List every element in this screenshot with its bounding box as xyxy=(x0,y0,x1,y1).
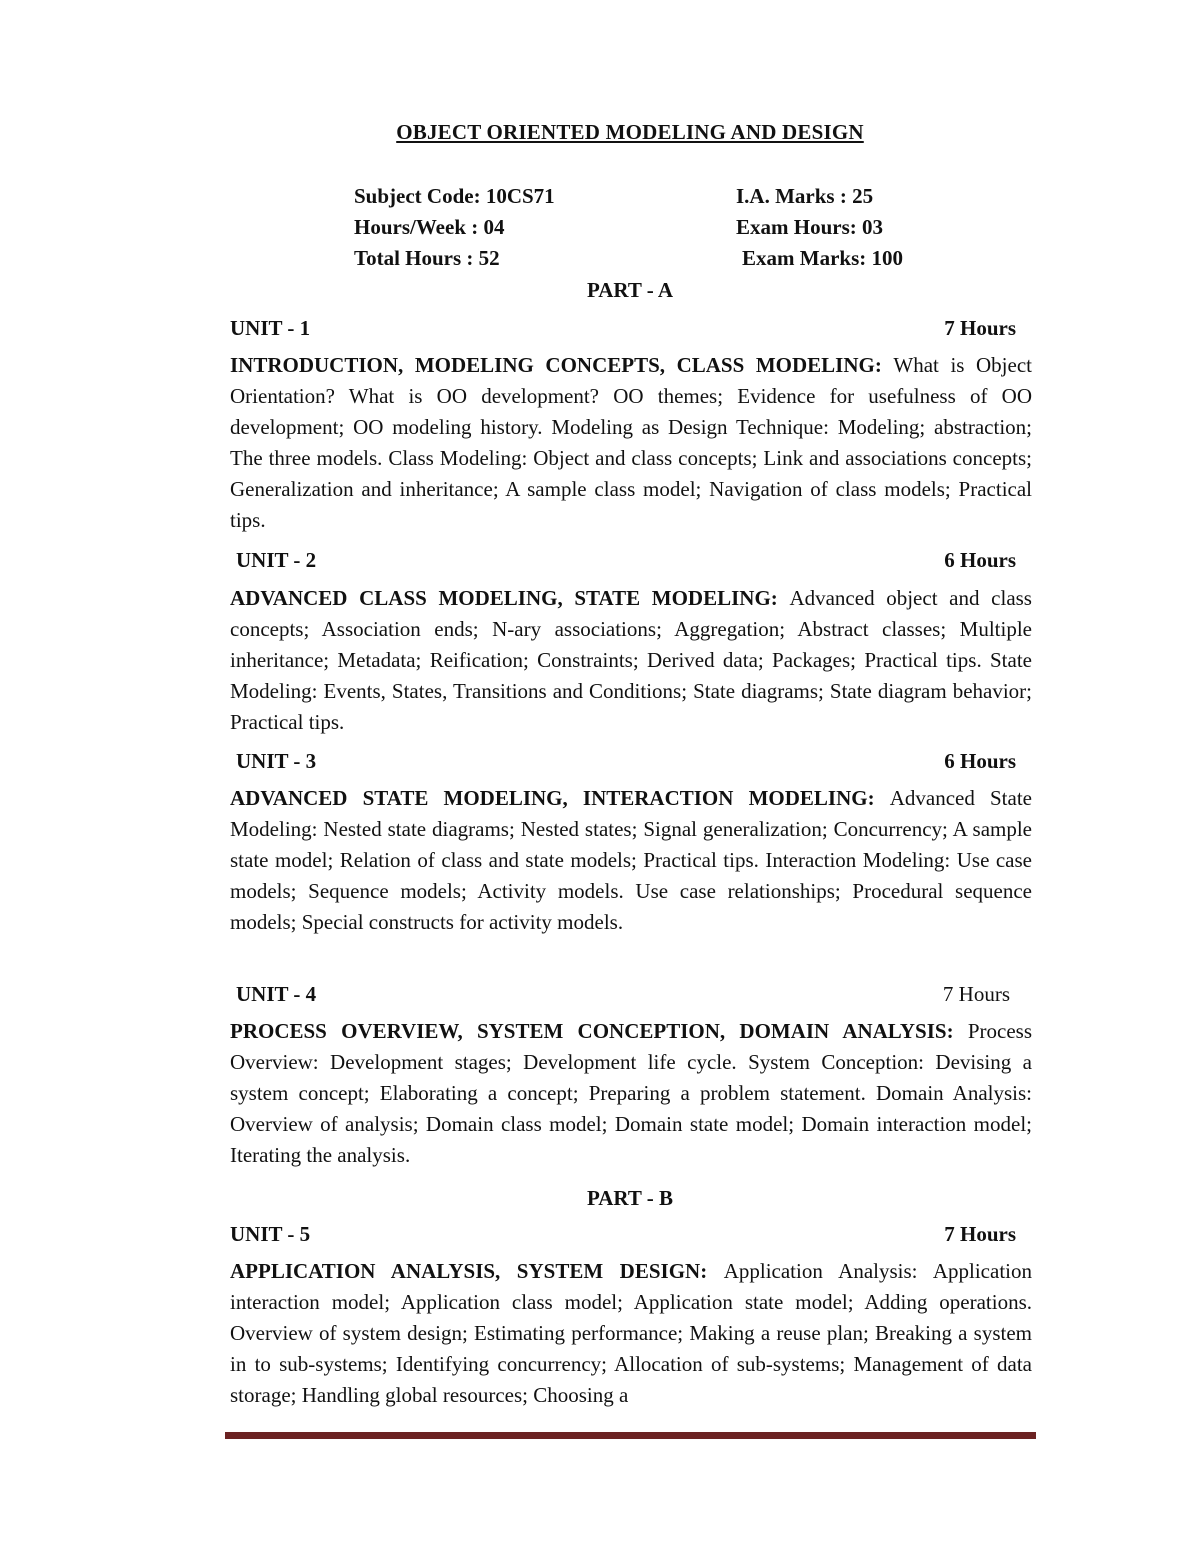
unit-2-content xyxy=(230,583,1032,738)
document-title: OBJECT ORIENTED MODELING AND DESIGN xyxy=(396,120,864,144)
ia-marks: I.A. Marks : 25 xyxy=(736,184,874,208)
unit-1-content xyxy=(230,350,1032,536)
total-hours: Total Hours : 52 xyxy=(354,246,500,270)
unit-5-text: Application Analysis: Application interaction model; Application class model; Application state model; Adding operations. Overview of system design; Estimating performance; Making a reuse plan; Breaking a system in to sub-systems; Identifying concurrency; Allocation of sub-systems; Management of data storage; Handling global resources; Choosing a xyxy=(230,1259,1032,1407)
unit-2-hours: 6 Hours xyxy=(944,548,1016,572)
unit-3-label: UNIT - 3 xyxy=(236,749,317,773)
unit-3-content xyxy=(230,783,1032,938)
unit-5-hours: 7 Hours xyxy=(944,1222,1016,1246)
unit-4-text: Process Overview: Development stages; Development life cycle. System Conception: Devising a system concept; Elaborating a concept; Preparing a problem statement. Domain Analysis: Overview of analysis; Domain class model; Domain state model; Domain interaction model; Iterating the analysis. xyxy=(230,1019,1032,1167)
unit-1-hours: 7 Hours xyxy=(944,316,1016,340)
unit-4-label: UNIT - 4 xyxy=(236,982,317,1006)
hours-per-week: Hours/Week : 04 xyxy=(354,215,505,239)
unit-2-label: UNIT - 2 xyxy=(236,548,317,572)
unit-3-text: Advanced State Modeling: Nested state diagrams; Nested states; Signal generalization; Concurrency; A sample state model; Relation of class and state models; Practical tips. Interaction Modeling: Use case models; Sequence models; Activity models. Use case relationships; Procedural sequence models; Special constructs for activity models. xyxy=(230,786,1032,934)
unit-1-label: UNIT - 1 xyxy=(230,316,311,340)
unit-5-content xyxy=(230,1256,1032,1411)
unit-4-heading: PROCESS OVERVIEW, SYSTEM CONCEPTION, DOMAIN ANALYSIS: xyxy=(230,1019,968,1043)
part-a-heading: PART - A xyxy=(587,278,673,302)
unit-2-text: Advanced object and class concepts; Association ends; N-ary associations; Aggregation; Abstract classes; Multiple inheritance; Metadata; Reification; Constraints; Derived data; Packages; Practical tips. State Modeling: Events, States, Transitions and Conditions; State diagrams; State diagram behavior; Practical tips. xyxy=(230,586,1032,734)
unit-2-heading: ADVANCED CLASS MODELING, STATE MODELING: xyxy=(230,586,790,610)
exam-hours: Exam Hours: 03 xyxy=(736,215,883,239)
subject-code: Subject Code: 10CS71 xyxy=(354,184,555,208)
unit-5-heading: APPLICATION ANALYSIS, SYSTEM DESIGN: xyxy=(230,1259,724,1283)
unit-1-heading: INTRODUCTION, MODELING CONCEPTS, CLASS MODELING: xyxy=(230,353,894,377)
exam-marks: Exam Marks: 100 xyxy=(742,246,903,270)
footer-rule xyxy=(225,1432,1036,1439)
unit-3-hours: 6 Hours xyxy=(944,749,1016,773)
unit-4-content xyxy=(230,1016,1032,1171)
unit-3-heading: ADVANCED STATE MODELING, INTERACTION MODELING: xyxy=(230,786,890,810)
unit-4-hours: 7 Hours xyxy=(942,982,1010,1006)
unit-5-label: UNIT - 5 xyxy=(230,1222,311,1246)
unit-1-text: What is Object Orientation? What is OO development? OO themes; Evidence for usefulness of OO development; OO modeling history. Modeling as Design Technique: Modeling; abstraction; The three models. Class Modeling: Object and class concepts; Link and associations concepts; Generalization and inheritance; A sample class model; Navigation of class models; Practical tips. xyxy=(230,353,1032,532)
part-b-heading: PART - B xyxy=(587,1186,673,1210)
